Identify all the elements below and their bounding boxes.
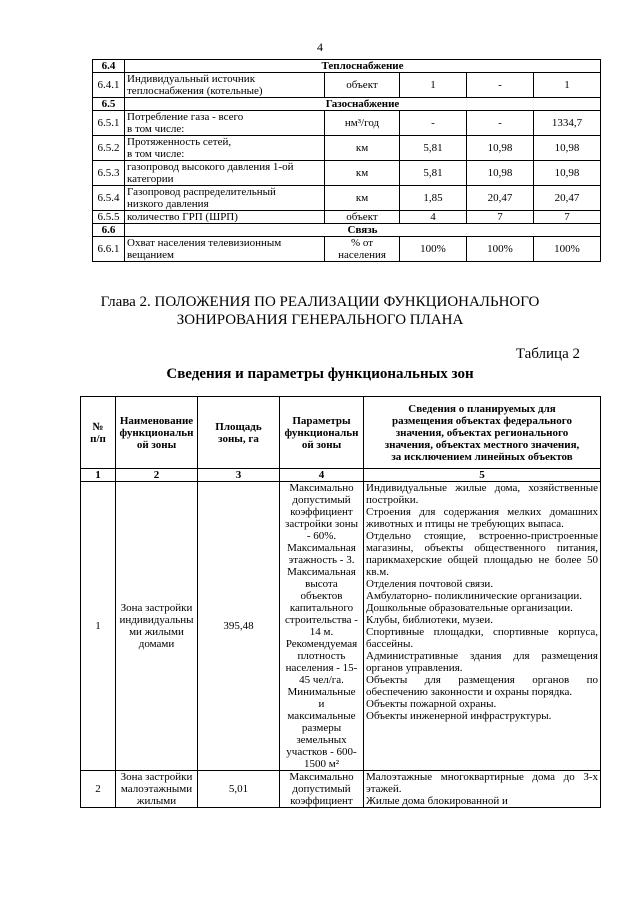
- column-number: 4: [280, 469, 364, 482]
- zone-params: [280, 482, 364, 771]
- section-number: 6.6: [93, 224, 125, 237]
- zone-params-line: допустимый: [292, 783, 351, 795]
- zone-objects-item: Объекты для размещения органов по обеспечению законности и охраны порядка.: [366, 674, 598, 698]
- value-estimated: 100%: [534, 237, 601, 262]
- zone-params-line: объектов: [300, 590, 343, 602]
- value-estimated: 20,47: [534, 186, 601, 211]
- zone-objects-item: Клубы, библиотеки, музеи.: [366, 614, 493, 626]
- value-first-stage: -: [467, 111, 534, 136]
- indicator-name-line: Потребление газа - всего: [127, 111, 244, 123]
- zone-params: [280, 771, 364, 808]
- value-current: 4: [400, 211, 467, 224]
- section-number: 6.4: [93, 60, 125, 73]
- zone-params-line: строительства -: [285, 614, 358, 626]
- indicator-name: [125, 111, 325, 136]
- zone-params-line: высота: [305, 578, 338, 590]
- column-number: 1: [81, 469, 116, 482]
- section-title: Газоснабжение: [125, 98, 601, 111]
- indicator-name: [125, 211, 325, 224]
- value-estimated: 1: [534, 73, 601, 98]
- zone-row: [81, 482, 601, 771]
- zone-objects-item: Отдельно стоящие, встроенно-пристроенные магазины, объекты общественного питания, парикмахерские общей площадью не более 50 кв.м.: [366, 530, 598, 578]
- table-row: [93, 136, 601, 161]
- section-row: [93, 98, 601, 111]
- zone-params-line: участков - 600-: [286, 746, 357, 758]
- zone-objects: [364, 771, 601, 808]
- zone-params-line: земельных: [296, 734, 347, 746]
- zone-objects-item: Дошкольные образовательные организации.: [366, 602, 573, 614]
- value-current: 100%: [400, 237, 467, 262]
- zone-objects-item: Малоэтажные многоквартирные дома до 3-х этажей.: [366, 771, 598, 795]
- zone-params-line: этажность - 3.: [288, 554, 355, 566]
- indicator-name-line: вещанием: [127, 249, 174, 261]
- page-number: 4: [317, 40, 323, 54]
- zone-params-line: максимальные: [287, 710, 356, 722]
- value-current: 5,81: [400, 161, 467, 186]
- section-row: [93, 224, 601, 237]
- zone-params-line: плотность: [297, 650, 346, 662]
- zone-params-line: Максимально: [289, 771, 354, 783]
- indicator-name-line: количество ГРП (ШРП): [127, 211, 238, 223]
- zone-params-line: и: [318, 698, 325, 710]
- value-first-stage: 7: [467, 211, 534, 224]
- zone-params-line: коэффициент: [290, 795, 353, 807]
- value-estimated: 10,98: [534, 136, 601, 161]
- zone-params-line: размеры: [301, 722, 342, 734]
- zone-params-line: Максимальная: [287, 566, 356, 578]
- header-params: Параметры функциональн ой зоны: [280, 397, 364, 469]
- chapter-heading-line: Глава 2. ПОЛОЖЕНИЯ ПО РЕАЛИЗАЦИИ ФУНКЦИОНАЛЬНОГО: [100, 294, 540, 310]
- zone-params-line: 1500 м²: [303, 758, 339, 770]
- zone-params-line: Максимально: [289, 482, 354, 494]
- unit: объект: [325, 73, 400, 98]
- header-num: № п/п: [81, 397, 116, 469]
- header-area: Площадь зоны, га: [198, 397, 280, 469]
- table-row: [93, 237, 601, 262]
- row-number: 6.5.4: [93, 186, 125, 211]
- section-number: 6.5: [93, 98, 125, 111]
- table-caption: Таблица 2: [515, 346, 580, 362]
- indicator-name-line: Охват населения телевизионным: [127, 237, 282, 249]
- value-estimated: 10,98: [534, 161, 601, 186]
- zones-table: [80, 396, 601, 808]
- zone-objects-item: Объекты инженерной инфраструктуры.: [366, 710, 552, 722]
- zone-objects-item: Объекты пожарной охраны.: [366, 698, 497, 710]
- zone-name: Зона застройки индивидуальны ми жилыми домами: [116, 482, 198, 771]
- zone-objects-item: Индивидуальные жилые дома, хозяйственные постройки.: [366, 482, 598, 506]
- chapter-heading-line: ЗОНИРОВАНИЯ ГЕНЕРАЛЬНОГО ПЛАНА: [176, 312, 464, 328]
- header-info: Сведения о планируемых для размещения объектах федерального значения, объектах регионального значения, объектах местного значения, за исключением линейных объектов: [364, 397, 601, 469]
- zone-name: Зона застройки малоэтажными жилыми: [116, 771, 198, 808]
- zone-params-line: коэффициент: [290, 506, 353, 518]
- table-row: [93, 161, 601, 186]
- zone-params-line: застройки зоны: [285, 518, 358, 530]
- unit: нм³/год: [325, 111, 400, 136]
- zone-params-line: допустимый: [292, 494, 351, 506]
- indicator-name-line: Газопровод распределительный: [127, 186, 276, 198]
- row-number: 6.5.5: [93, 211, 125, 224]
- utilities-table: [92, 59, 601, 262]
- zone-objects-item: Спортивные площадки, спортивные корпуса, бассейны.: [366, 626, 598, 650]
- indicator-name-line: Индивидуальный источник: [127, 73, 256, 85]
- zone-params-line: - 60%.: [306, 530, 337, 542]
- indicator-name: [125, 73, 325, 98]
- section-title: Теплоснабжение: [125, 60, 601, 73]
- indicator-name-line: Протяженность сетей,: [127, 136, 232, 148]
- column-number: 3: [198, 469, 280, 482]
- zone-params-line: 14 м.: [309, 626, 334, 638]
- zone-objects-item: Строения для содержания мелких домашних животных и птицы не требующих выпаса.: [366, 506, 598, 530]
- zone-number: 2: [81, 771, 116, 808]
- zone-area: 5,01: [198, 771, 280, 808]
- zone-objects-item: Жилые дома блокированной и: [366, 795, 508, 807]
- value-first-stage: -: [467, 73, 534, 98]
- header-name: Наименование функциональн ой зоны: [116, 397, 198, 469]
- zone-params-line: Максимальная: [287, 542, 356, 554]
- zone-params-line: капитального: [289, 602, 354, 614]
- row-number: 6.6.1: [93, 237, 125, 262]
- indicator-name-line: в том числе:: [127, 123, 185, 135]
- indicator-name: [125, 237, 325, 262]
- unit: км: [325, 186, 400, 211]
- unit: км: [325, 161, 400, 186]
- zone-params-line: населения - 15-: [285, 662, 358, 674]
- value-estimated: 7: [534, 211, 601, 224]
- value-first-stage: 20,47: [467, 186, 534, 211]
- section-row: [93, 60, 601, 73]
- indicator-name: [125, 186, 325, 211]
- value-first-stage: 100%: [467, 237, 534, 262]
- zone-number: 1: [81, 482, 116, 771]
- indicator-name-line: теплоснабжения (котельные): [127, 85, 263, 97]
- zone-params-line: 45 чел/га.: [299, 674, 344, 686]
- table-row: [93, 111, 601, 136]
- unit: % от населения: [325, 237, 400, 262]
- chapter-heading: [60, 293, 580, 329]
- value-current: 1: [400, 73, 467, 98]
- unit: км: [325, 136, 400, 161]
- indicator-name: [125, 136, 325, 161]
- value-current: 1,85: [400, 186, 467, 211]
- table-title: Сведения и параметры функциональных зон: [166, 366, 474, 382]
- zone-objects-item: Амбулаторно- поликлинические организации.: [366, 590, 582, 602]
- value-first-stage: 10,98: [467, 136, 534, 161]
- zone-objects: [364, 482, 601, 771]
- section-title: Связь: [125, 224, 601, 237]
- indicator-name-line: в том числе:: [127, 148, 185, 160]
- indicator-name: [125, 161, 325, 186]
- zone-params-line: Минимальные: [287, 686, 356, 698]
- column-number: 5: [364, 469, 601, 482]
- unit: объект: [325, 211, 400, 224]
- indicator-name-line: категории: [127, 173, 174, 185]
- table-row: [93, 211, 601, 224]
- value-current: -: [400, 111, 467, 136]
- zone-area: 395,48: [198, 482, 280, 771]
- indicator-name-line: газопровод высокого давления 1-ой: [127, 161, 294, 173]
- value-estimated: 1334,7: [534, 111, 601, 136]
- row-number: 6.5.2: [93, 136, 125, 161]
- row-number: 6.5.3: [93, 161, 125, 186]
- zone-params-line: Рекомендуемая: [285, 638, 358, 650]
- zone-objects-item: Отделения почтовой связи.: [366, 578, 494, 590]
- table-row: [93, 186, 601, 211]
- zone-row: [81, 771, 601, 808]
- row-number: 6.5.1: [93, 111, 125, 136]
- indicator-name-line: низкого давления: [127, 198, 209, 210]
- value-current: 5,81: [400, 136, 467, 161]
- column-number: 2: [116, 469, 198, 482]
- value-first-stage: 10,98: [467, 161, 534, 186]
- table-row: [93, 73, 601, 98]
- zone-objects-item: Административные здания для размещения органов управления.: [366, 650, 598, 674]
- row-number: 6.4.1: [93, 73, 125, 98]
